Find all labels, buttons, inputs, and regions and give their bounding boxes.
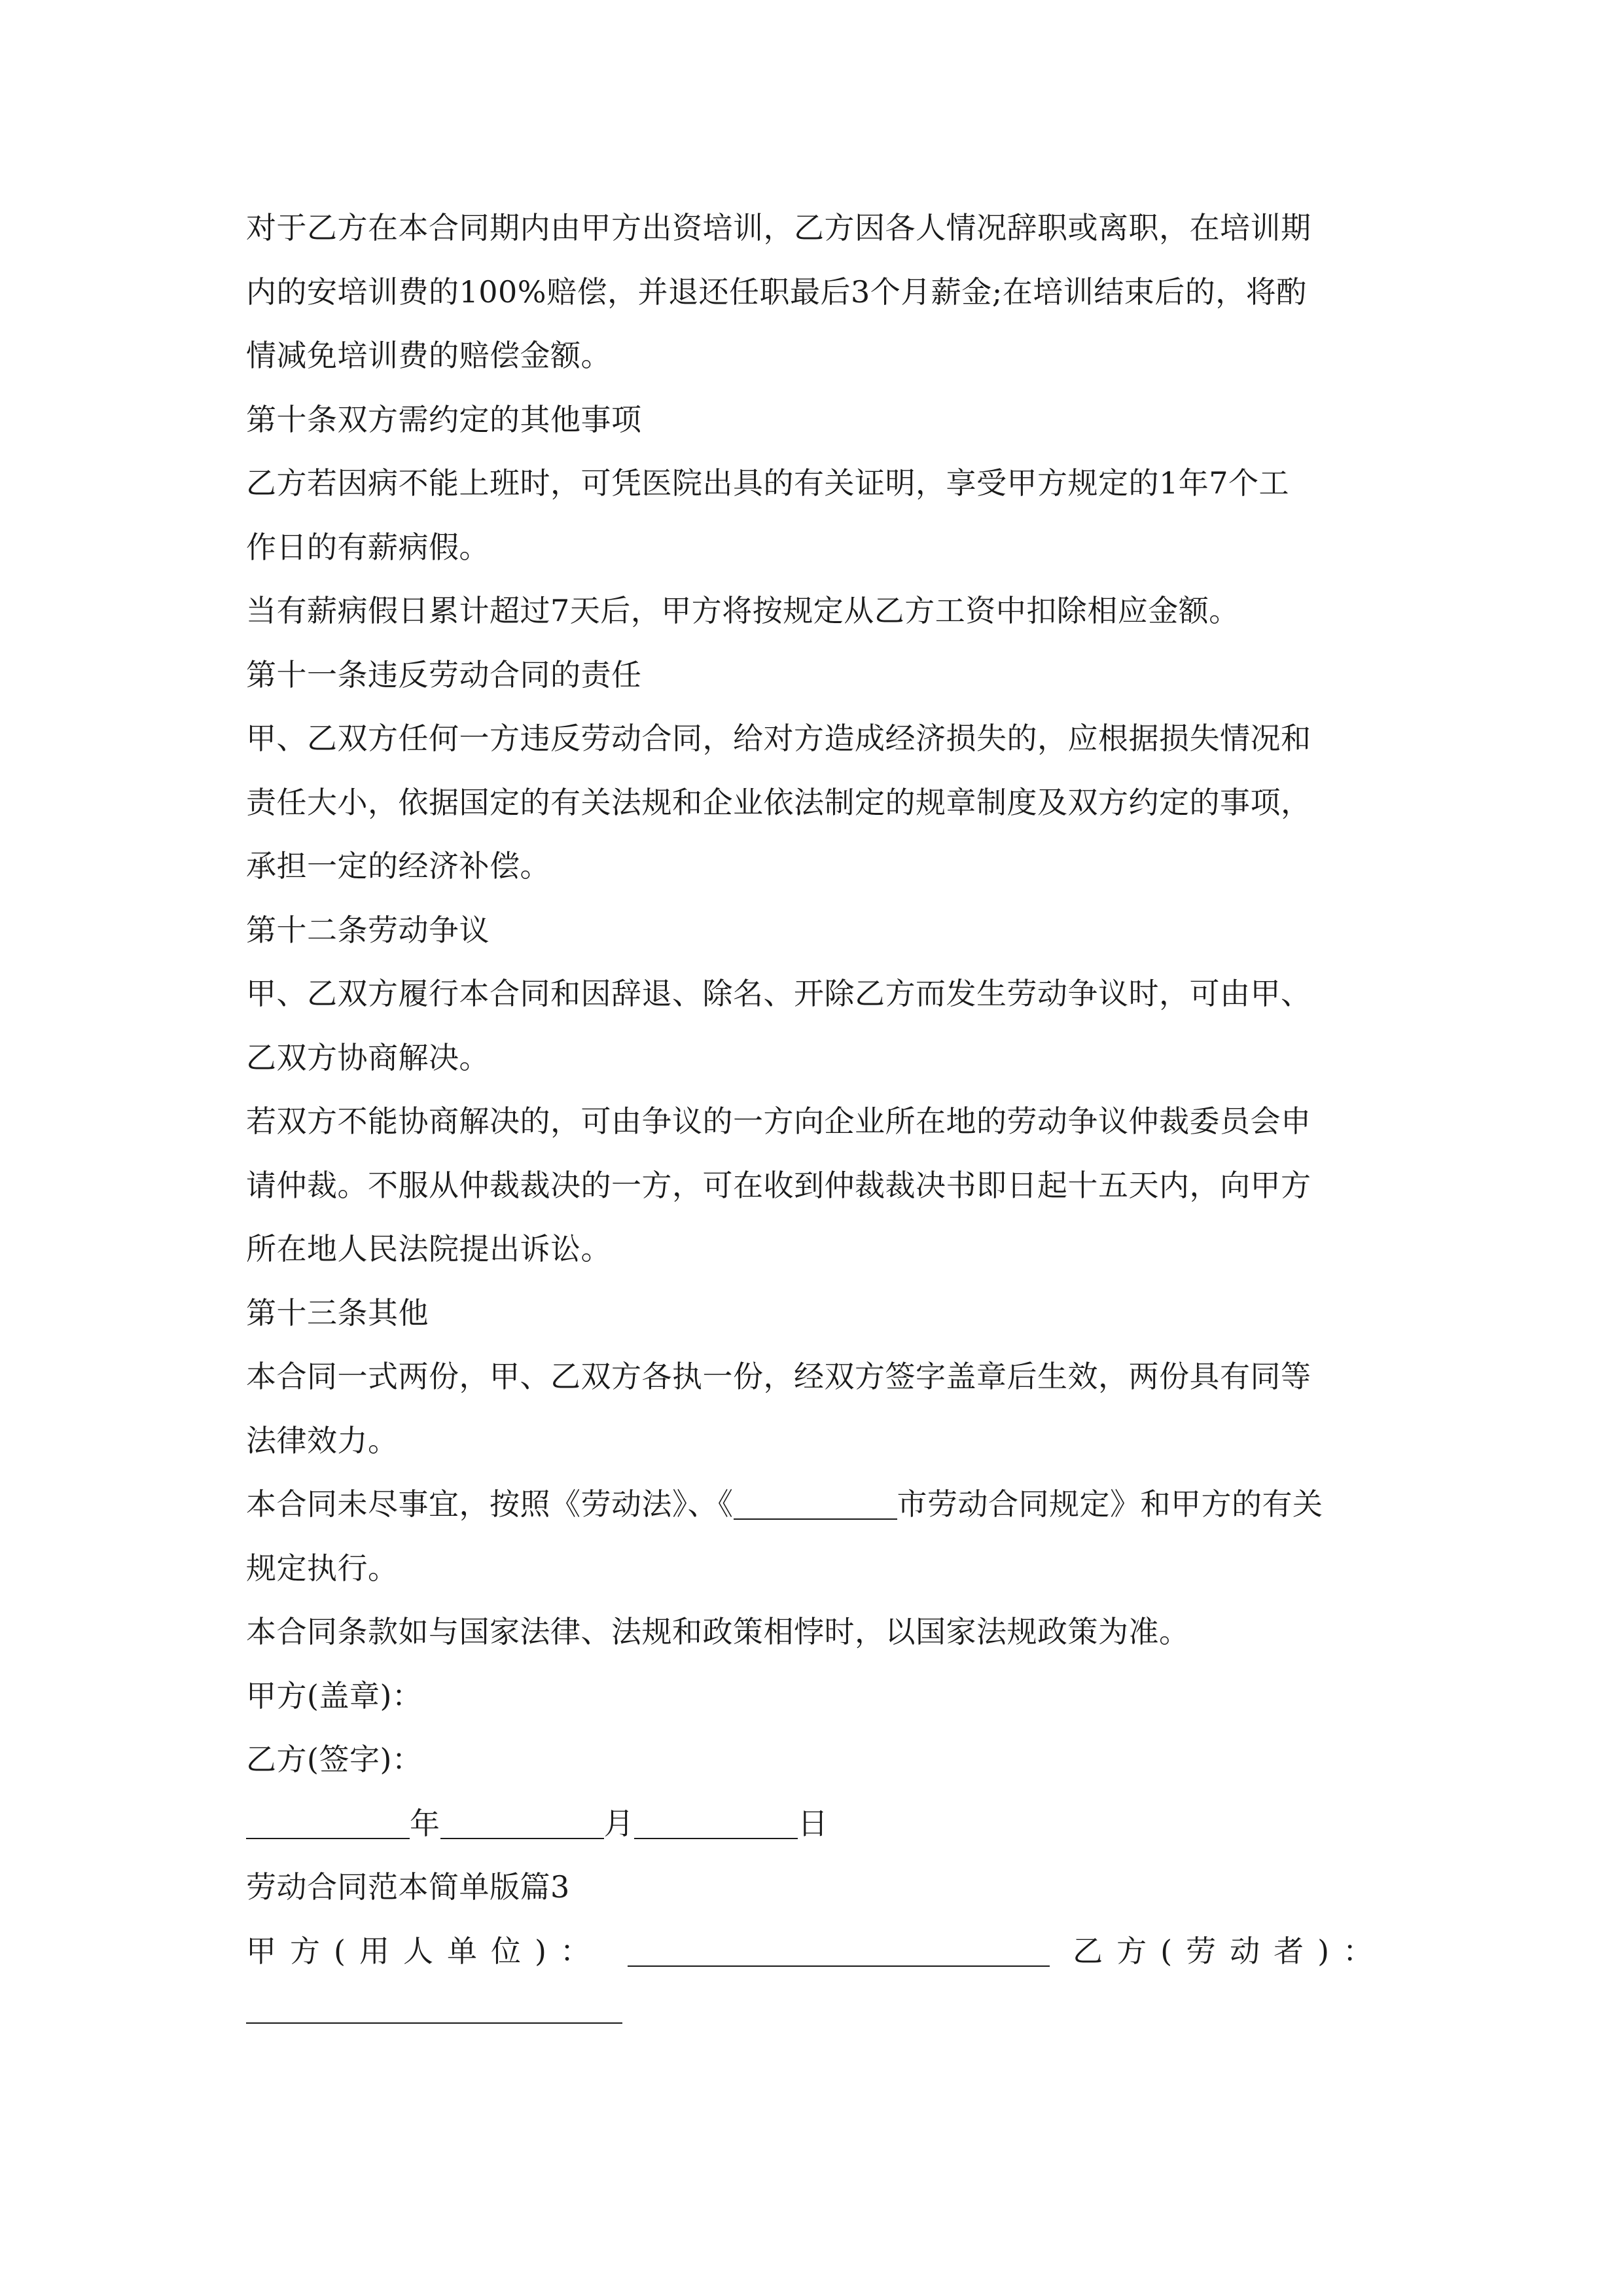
paragraph-line: 本合同条款如与国家法律、法规和政策相悖时，以国家法规政策为准。	[246, 1614, 1190, 1649]
year-blank-field[interactable]	[246, 1804, 410, 1839]
article-13-heading: 第十三条其他	[246, 1295, 429, 1331]
paragraph-line: 作日的有薪病假。	[246, 529, 490, 565]
paragraph-line: 法律效力。	[246, 1422, 399, 1458]
paragraph-line: 请仲裁。不服从仲裁裁决的一方，可在收到仲裁裁决书即日起十五天内，向甲方	[246, 1167, 1311, 1203]
paragraph-line: 情减免培训费的赔偿金额。	[246, 338, 611, 373]
paragraph-line: 甲、乙双方履行本合同和因辞退、除名、开除乙方而发生劳动争议时，可由甲、	[246, 976, 1311, 1011]
paragraph-line: 当有薪病假日累计超过7天后，甲方将按规定从乙方工资中扣除相应金额。	[246, 593, 1240, 628]
party-a-seal-label: 甲方(盖章)：	[246, 1677, 423, 1713]
city-blank-field[interactable]	[734, 1484, 897, 1520]
employer-blank-field[interactable]	[628, 1931, 1050, 1967]
year-label: 年	[410, 1805, 440, 1841]
article-11-heading: 第十一条违反劳动合同的责任	[246, 656, 642, 692]
party-b-label: 乙方(劳动者)：	[1073, 1933, 1387, 1969]
paragraph-line: 所在地人民法院提出诉讼。	[246, 1231, 611, 1266]
paragraph-line: 甲、乙双方任何一方违反劳动合同，给对方造成经济损失的，应根据损失情况和	[246, 721, 1311, 756]
party-a-label: 甲方(用人单位)：	[246, 1933, 604, 1969]
law-line-prefix: 本合同未尽事宜，按照《劳动法》、《	[246, 1486, 734, 1522]
party-info-line	[246, 1920, 1385, 1984]
paragraph-line: 承担一定的经济补偿。	[246, 848, 550, 884]
section-title: 劳动合同范本简单版篇3	[246, 1869, 570, 1905]
article-12-heading: 第十二条劳动争议	[246, 912, 490, 948]
paragraph-line: 规定执行。	[246, 1550, 399, 1586]
paragraph-line: 本合同一式两份，甲、乙双方各执一份，经双方签字盖章后生效，两份具有同等	[246, 1359, 1311, 1394]
month-label: 月	[603, 1805, 634, 1841]
month-blank-field[interactable]	[440, 1804, 604, 1839]
document-body	[246, 196, 1385, 2024]
signing-date-line	[246, 1792, 1385, 1856]
day-label: 日	[798, 1805, 829, 1841]
day-blank-field[interactable]	[634, 1804, 798, 1839]
party-b-sign-label: 乙方(签字)：	[246, 1742, 423, 1777]
paragraph-line: 乙双方协商解决。	[246, 1039, 490, 1075]
paragraph-line: 若双方不能协商解决的，可由争议的一方向企业所在地的劳动争议仲裁委员会申	[246, 1103, 1311, 1139]
employee-blank-field[interactable]	[246, 2022, 622, 2024]
article-10-heading: 第十条双方需约定的其他事项	[246, 401, 642, 437]
paragraph-line: 对于乙方在本合同期内由甲方出资培训，乙方因各人情况辞职或离职，在培训期	[246, 210, 1311, 245]
law-line-suffix: 市劳动合同规定》和甲方的有关	[897, 1486, 1323, 1522]
paragraph-line: 乙方若因病不能上班时，可凭医院出具的有关证明，享受甲方规定的1年7个工	[246, 465, 1290, 501]
paragraph-line: 责任大小，依据国定的有关法规和企业依法制定的规章制度及双方约定的事项，	[246, 784, 1311, 820]
law-reference-line	[246, 1473, 1385, 1537]
paragraph-line: 内的安培训费的100%赔偿，并退还任职最后3个月薪金;在培训结束后的，将酌	[246, 274, 1307, 310]
